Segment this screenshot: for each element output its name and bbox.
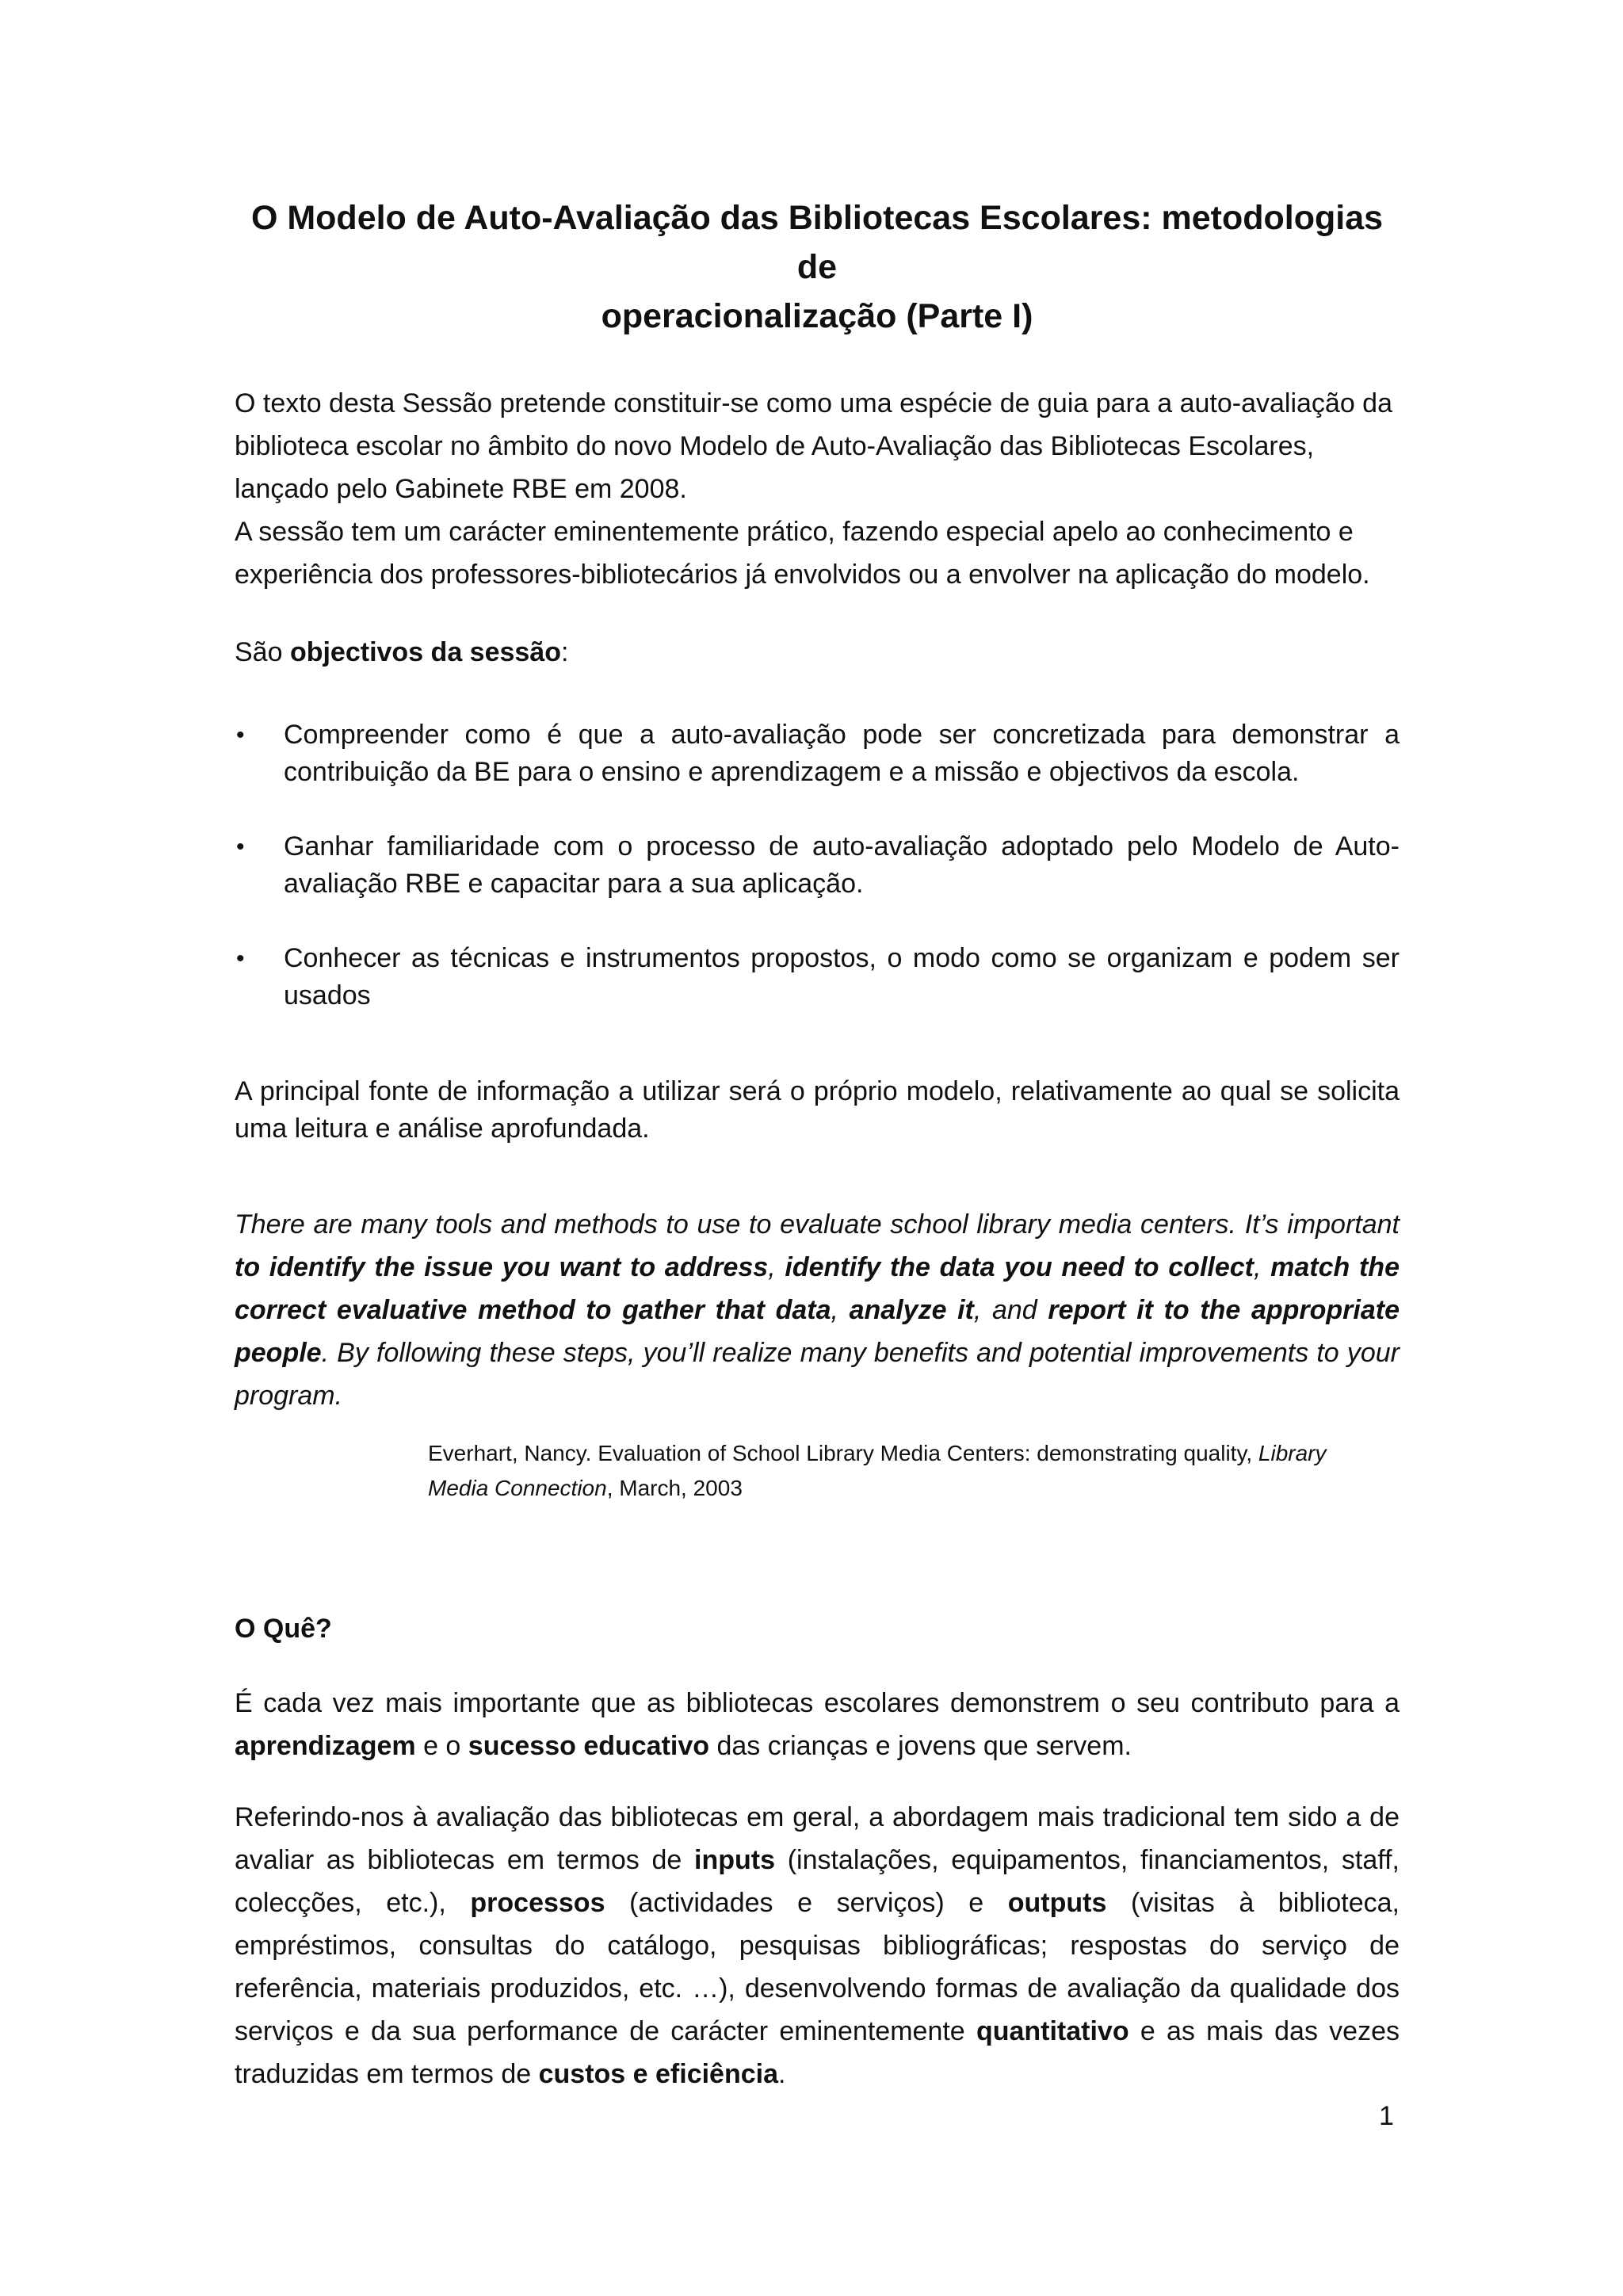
quote-text: , <box>831 1295 850 1325</box>
paragraph-text: (instalações, equipamentos, financiamentos, staff, colecções, etc.), <box>235 1845 1400 1918</box>
objectives-lead <box>235 631 1400 674</box>
quote-text: There are many tools and methods to use to evaluate school library media centers. It’s important <box>235 1209 1400 1240</box>
quote-text: , and <box>973 1295 1048 1325</box>
section-paragraph-2 <box>235 1796 1400 2095</box>
paragraph-text: (actividades e serviços) e <box>605 1888 1008 1918</box>
quote-emphasis: analyze it <box>849 1295 974 1325</box>
section-paragraph-1 <box>235 1682 1400 1767</box>
paragraph-emphasis: quantitativo <box>976 2016 1129 2046</box>
objectives-suffix: : <box>561 637 569 667</box>
quote-emphasis: to identify the issue you want to address <box>235 1252 769 1282</box>
quote-paragraph <box>235 1203 1400 1417</box>
bullet-icon: • <box>236 722 245 748</box>
citation-italic: Library Media Connection <box>428 1441 1327 1500</box>
document-title <box>235 193 1400 341</box>
title-line-1: O Modelo de Auto-Avaliação das Bibliotecas Escolares: metodologias de <box>250 199 1384 286</box>
bullet-icon: • <box>236 834 245 860</box>
objective-text: Compreender como é que a auto-avaliação pode ser concretizada para demonstrar a contribuição da BE para o ensino e aprendizagem e a missão e objectivos da escola. <box>284 720 1400 787</box>
quote-text: . By following these steps, you’ll realize many benefits and potential improvements to your program. <box>235 1338 1400 1411</box>
paragraph-text: (visitas à biblioteca, empréstimos, consultas do catálogo, pesquisas bibliográficas; respostas do serviço de referência, materiais produzidos, etc. …), desenvolvendo formas de avaliação da qualidade dos serviços e da sua performance de carácter eminentemente <box>235 1888 1400 2046</box>
objectives-bold: objectivos da sessão <box>289 637 561 667</box>
objectives-prefix: São <box>235 637 290 667</box>
quote-text: , <box>768 1252 785 1282</box>
quote-emphasis: match the correct evaluative method to gather that data <box>235 1252 1400 1325</box>
bullet-icon: • <box>236 946 245 972</box>
objective-text: Conhecer as técnicas e instrumentos propostos, o modo como se organizam e podem ser usados <box>284 943 1400 1010</box>
paragraph-emphasis: sucesso educativo <box>468 1731 710 1761</box>
quote-emphasis: report it to the appropriate people <box>235 1295 1400 1368</box>
paragraph-text: das crianças e jovens que servem. <box>709 1731 1132 1761</box>
section-heading: O Quê? <box>235 1614 332 1644</box>
list-item <box>235 828 1400 903</box>
title-line-2: operacionalização (Parte I) <box>601 297 1033 335</box>
citation-suffix: , March, 2003 <box>606 1476 743 1500</box>
citation-text: Everhart, Nancy. Evaluation of School Library Media Centers: demonstrating quality, <box>428 1441 1258 1465</box>
objective-text: Ganhar familiaridade com o processo de auto-avaliação adoptado pelo Modelo de Auto-avaliação RBE e capacitar para a sua aplicação. <box>284 831 1400 899</box>
intro-paragraph-2: A sessão tem um carácter eminentemente prático, fazendo especial apelo ao conhecimento e experiência dos professores-bibliotecários já envolvidos ou a envolver na aplicação do modelo. <box>235 517 1370 590</box>
paragraph-text: e as mais das vezes traduzidas em termos de <box>235 2016 1400 2089</box>
quote-emphasis: identify the data you need to collect <box>785 1252 1254 1282</box>
paragraph-text: Referindo-nos à avaliação das bibliotecas em geral, a abordagem mais tradicional tem sido a de avaliar as bibliotecas em termos de <box>235 1802 1400 1875</box>
paragraph-emphasis: custos e eficiência <box>538 2059 778 2089</box>
paragraph-emphasis: outputs <box>1007 1888 1107 1918</box>
paragraph-text: e o <box>415 1731 468 1761</box>
intro-paragraph-1: O texto desta Sessão pretende constituir-se como uma espécie de guia para a auto-avaliação da biblioteca escolar no âmbito do novo Modelo de Auto-Avaliação das Bibliotecas Escolares, lançado pelo Gabinete RBE em 2008. <box>235 388 1392 504</box>
paragraph-text: . <box>778 2059 786 2089</box>
source-paragraph: A principal fonte de informação a utilizar será o próprio modelo, relativamente ao qual se solicita uma leitura e análise aprofundada. <box>235 1076 1400 1144</box>
paragraph-text: É cada vez mais importante que as bibliotecas escolares demonstrem o seu contributo para a <box>235 1688 1400 1718</box>
paragraph-emphasis: processos <box>470 1888 605 1918</box>
objectives-list <box>235 716 1400 1014</box>
page-number: 1 <box>1379 2101 1394 2131</box>
quote-text: , <box>1253 1252 1271 1282</box>
list-item <box>235 716 1400 791</box>
paragraph-emphasis: inputs <box>694 1845 775 1875</box>
paragraph-emphasis: aprendizagem <box>235 1731 416 1761</box>
citation <box>428 1436 1339 1506</box>
document-body <box>235 193 1400 2095</box>
list-item <box>235 940 1400 1014</box>
